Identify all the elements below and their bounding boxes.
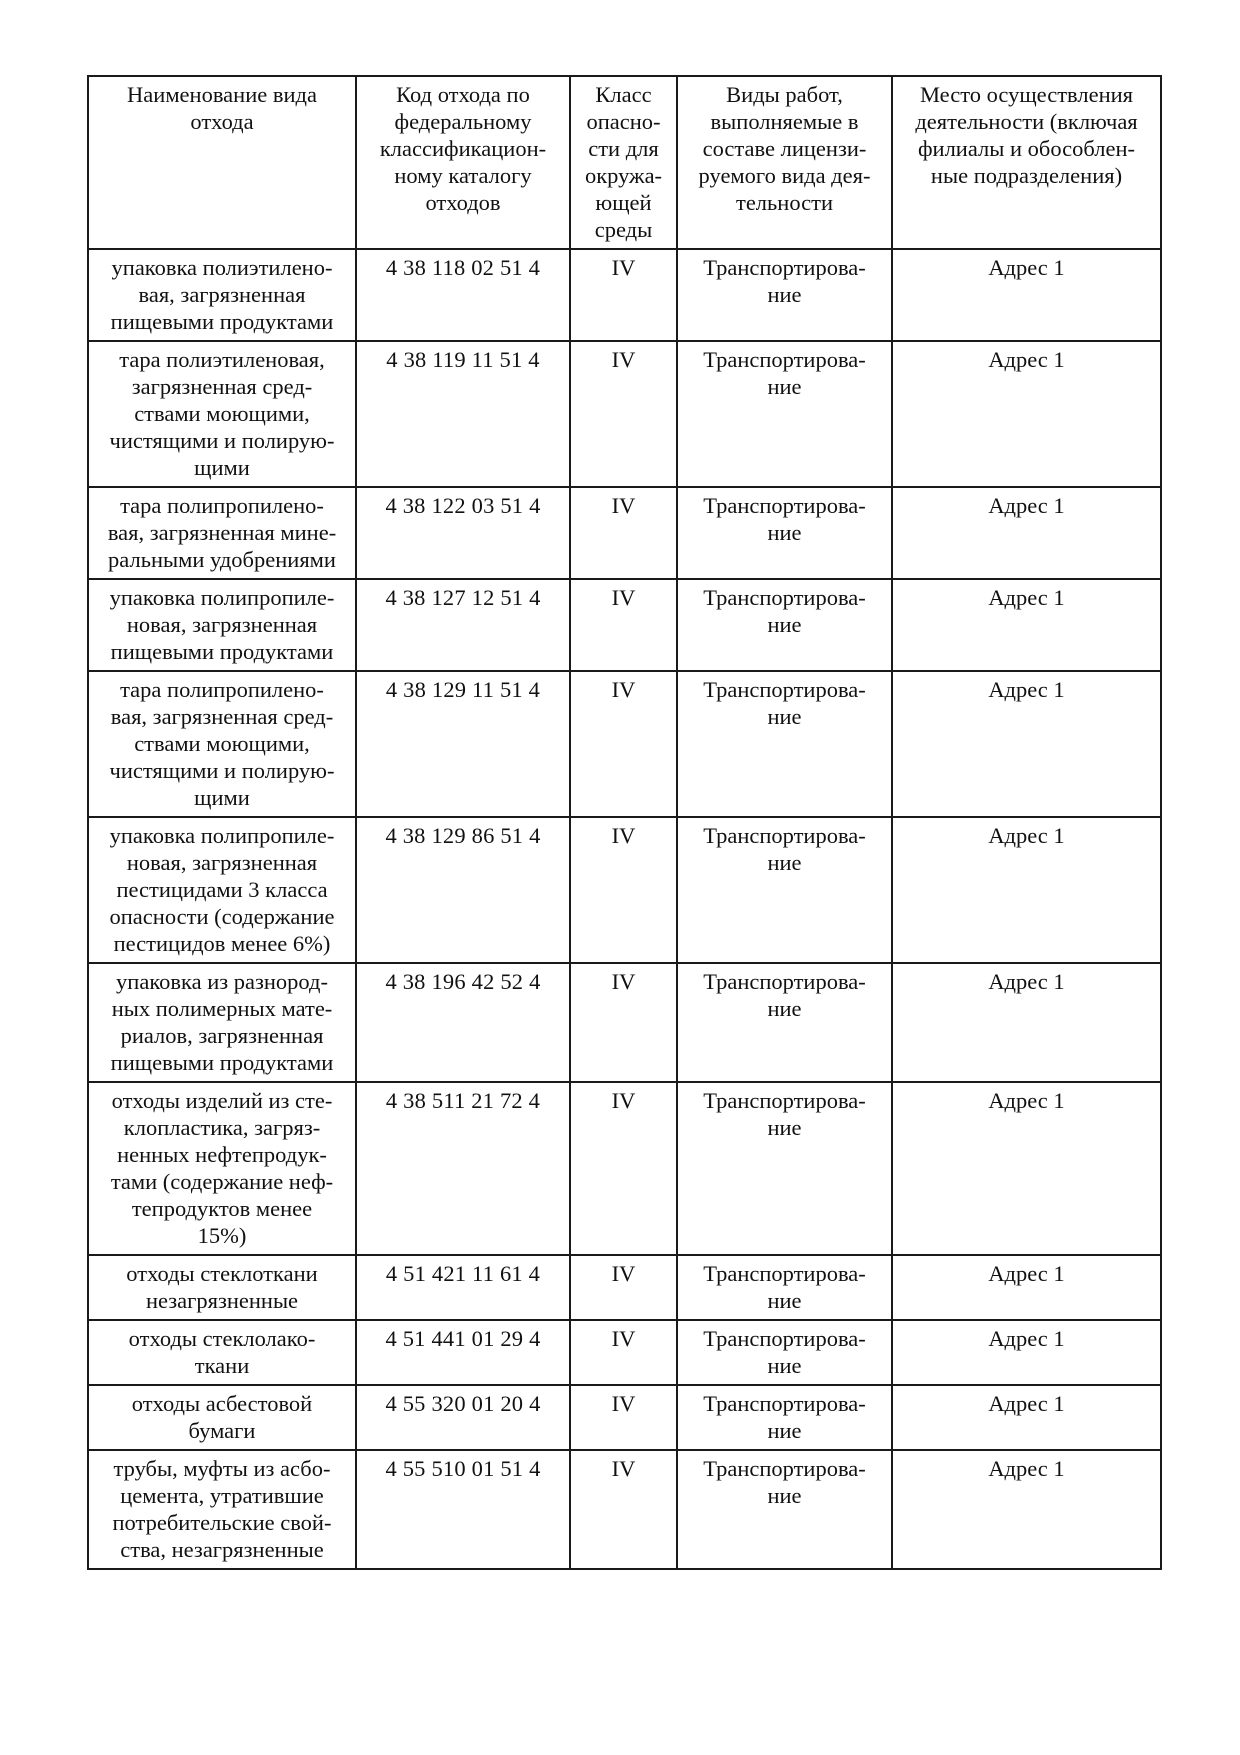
- cell-text-line: трубы, муфты из асбо-: [113, 1456, 331, 1481]
- cell-text-line: ткани: [194, 1353, 250, 1378]
- cell-text-line: чистящими и полирую-: [109, 758, 335, 783]
- table-row: [88, 1082, 1161, 1255]
- cell-text-line: Наименование вида: [127, 82, 317, 107]
- table-row: [88, 249, 1161, 341]
- cell-activity-place: Адрес 1: [892, 963, 1161, 1082]
- cell-text-line: отходов: [425, 190, 501, 215]
- cell-activity-place: Адрес 1: [892, 341, 1161, 487]
- cell-text-line: незагрязненные: [145, 1288, 299, 1313]
- document-page: [87, 75, 1160, 1570]
- cell-text-line: ные подразделения): [930, 163, 1123, 188]
- cell-text-line: новая, загрязненная: [126, 612, 318, 637]
- cell-hazard-class: IV: [570, 1450, 677, 1569]
- waste-table: [87, 75, 1162, 1570]
- cell-text-line: руемого вида дея-: [698, 163, 871, 188]
- cell-text-line: Виды работ,: [726, 82, 843, 107]
- cell-waste-name: [88, 1255, 356, 1320]
- table-row: [88, 487, 1161, 579]
- cell-text-line: составе лицензи-: [702, 136, 867, 161]
- cell-text-line: федеральному: [394, 109, 532, 134]
- cell-text-line: Класс: [595, 82, 652, 107]
- cell-activity-place: Адрес 1: [892, 1320, 1161, 1385]
- cell-text-line: пищевыми продуктами: [110, 639, 334, 664]
- header-waste-name: [88, 76, 356, 249]
- cell-text-line: Транспортирова-: [703, 347, 866, 372]
- cell-text-line: ных полимерных мате-: [111, 996, 333, 1021]
- cell-hazard-class: IV: [570, 1082, 677, 1255]
- cell-text-line: пищевыми продуктами: [110, 1050, 334, 1075]
- cell-text-line: Транспортирова-: [703, 1261, 866, 1286]
- cell-waste-code: 4 55 510 01 51 4: [356, 1450, 570, 1569]
- cell-waste-code: 4 51 441 01 29 4: [356, 1320, 570, 1385]
- cell-waste-name: [88, 817, 356, 963]
- table-header-row: [88, 76, 1161, 249]
- table-row: [88, 1320, 1161, 1385]
- cell-text-line: ствами моющими,: [134, 731, 310, 756]
- cell-hazard-class: IV: [570, 579, 677, 671]
- cell-text-line: щими: [194, 455, 250, 480]
- cell-work-type: [677, 579, 892, 671]
- cell-activity-place: Адрес 1: [892, 487, 1161, 579]
- cell-work-type: [677, 1255, 892, 1320]
- cell-work-type: [677, 817, 892, 963]
- cell-hazard-class: IV: [570, 1320, 677, 1385]
- cell-waste-code: 4 38 129 86 51 4: [356, 817, 570, 963]
- cell-waste-name: [88, 249, 356, 341]
- cell-text-line: ному каталогу: [394, 163, 532, 188]
- cell-text-line: ства, незагрязненные: [120, 1537, 324, 1562]
- cell-text-line: сти для: [588, 136, 659, 161]
- cell-text-line: ние: [767, 1483, 802, 1508]
- cell-text-line: тельности: [735, 190, 834, 215]
- cell-work-type: [677, 487, 892, 579]
- cell-hazard-class: IV: [570, 341, 677, 487]
- cell-activity-place: Адрес 1: [892, 1082, 1161, 1255]
- cell-text-line: пестицидов менее 6%): [113, 931, 331, 956]
- cell-work-type: [677, 341, 892, 487]
- table-row: [88, 1450, 1161, 1569]
- table-row: [88, 1385, 1161, 1450]
- cell-waste-code: 4 38 127 12 51 4: [356, 579, 570, 671]
- cell-text-line: упаковка полипропиле-: [109, 823, 335, 848]
- cell-waste-name: [88, 487, 356, 579]
- cell-activity-place: Адрес 1: [892, 1255, 1161, 1320]
- cell-hazard-class: IV: [570, 1255, 677, 1320]
- cell-text-line: ние: [767, 282, 802, 307]
- cell-text-line: опасности (содержание: [109, 904, 335, 929]
- cell-waste-code: 4 51 421 11 61 4: [356, 1255, 570, 1320]
- cell-text-line: тара полиэтиленовая,: [119, 347, 325, 372]
- table-row: [88, 341, 1161, 487]
- cell-text-line: отходы стеклоткани: [126, 1261, 318, 1286]
- cell-work-type: [677, 1450, 892, 1569]
- cell-text-line: упаковка из разнород-: [116, 969, 328, 994]
- cell-activity-place: Адрес 1: [892, 579, 1161, 671]
- header-hazard-class: [570, 76, 677, 249]
- cell-text-line: Место осуществления: [919, 82, 1134, 107]
- cell-hazard-class: IV: [570, 249, 677, 341]
- cell-text-line: тара полипропилено-: [120, 493, 324, 518]
- cell-text-line: Транспортирова-: [703, 677, 866, 702]
- cell-text-line: 15%): [197, 1223, 247, 1248]
- table-row: [88, 963, 1161, 1082]
- cell-text-line: отходы стеклолако-: [128, 1326, 316, 1351]
- cell-text-line: опасно-: [586, 109, 661, 134]
- cell-waste-code: 4 38 129 11 51 4: [356, 671, 570, 817]
- cell-text-line: вая, загрязненная мине-: [107, 520, 337, 545]
- cell-waste-code: 4 55 320 01 20 4: [356, 1385, 570, 1450]
- cell-waste-name: [88, 341, 356, 487]
- cell-text-line: ние: [767, 996, 802, 1021]
- cell-text-line: тепродуктов менее: [131, 1196, 313, 1221]
- cell-activity-place: Адрес 1: [892, 1385, 1161, 1450]
- cell-text-line: Транспортирова-: [703, 493, 866, 518]
- cell-text-line: ние: [767, 850, 802, 875]
- cell-text-line: выполняемые в: [710, 109, 859, 134]
- cell-text-line: ние: [767, 704, 802, 729]
- cell-waste-name: [88, 1385, 356, 1450]
- cell-text-line: ненных нефтепродук-: [117, 1142, 327, 1167]
- cell-text-line: отхода: [190, 109, 254, 134]
- cell-text-line: тара полипропилено-: [120, 677, 324, 702]
- cell-text-line: потребительские свой-: [112, 1510, 332, 1535]
- cell-text-line: ние: [767, 1353, 802, 1378]
- table-body: [88, 249, 1161, 1569]
- cell-hazard-class: IV: [570, 671, 677, 817]
- cell-text-line: Транспортирова-: [703, 585, 866, 610]
- cell-activity-place: Адрес 1: [892, 817, 1161, 963]
- cell-text-line: тами (содержание неф-: [110, 1169, 334, 1194]
- cell-work-type: [677, 249, 892, 341]
- cell-activity-place: Адрес 1: [892, 1450, 1161, 1569]
- cell-text-line: загрязненная сред-: [131, 374, 313, 399]
- cell-text-line: Транспортирова-: [703, 255, 866, 280]
- cell-waste-name: [88, 671, 356, 817]
- cell-text-line: ющей: [595, 190, 652, 215]
- cell-text-line: ние: [767, 1288, 802, 1313]
- cell-text-line: ствами моющими,: [134, 401, 310, 426]
- cell-text-line: цемента, утратившие: [120, 1483, 324, 1508]
- cell-waste-code: 4 38 511 21 72 4: [356, 1082, 570, 1255]
- cell-work-type: [677, 1082, 892, 1255]
- cell-text-line: ние: [767, 612, 802, 637]
- table-row: [88, 1255, 1161, 1320]
- header-waste-code: [356, 76, 570, 249]
- cell-text-line: Транспортирова-: [703, 1088, 866, 1113]
- table-row: [88, 817, 1161, 963]
- cell-text-line: ние: [767, 1115, 802, 1140]
- cell-waste-name: [88, 1082, 356, 1255]
- cell-work-type: [677, 1320, 892, 1385]
- cell-text-line: новая, загрязненная: [126, 850, 318, 875]
- cell-text-line: Код отхода по: [396, 82, 530, 107]
- header-work-types: [677, 76, 892, 249]
- table-row: [88, 579, 1161, 671]
- cell-waste-code: 4 38 196 42 52 4: [356, 963, 570, 1082]
- cell-text-line: чистящими и полирую-: [109, 428, 335, 453]
- cell-activity-place: Адрес 1: [892, 671, 1161, 817]
- header-activity-place: [892, 76, 1161, 249]
- cell-text-line: отходы изделий из сте-: [111, 1088, 333, 1113]
- cell-text-line: щими: [194, 785, 250, 810]
- table-row: [88, 671, 1161, 817]
- cell-hazard-class: IV: [570, 963, 677, 1082]
- cell-text-line: классификацион-: [379, 136, 547, 161]
- cell-text-line: среды: [594, 217, 653, 242]
- cell-work-type: [677, 671, 892, 817]
- cell-text-line: Транспортирова-: [703, 1326, 866, 1351]
- cell-text-line: Транспортирова-: [703, 1391, 866, 1416]
- cell-hazard-class: IV: [570, 487, 677, 579]
- cell-text-line: Транспортирова-: [703, 1456, 866, 1481]
- cell-activity-place: Адрес 1: [892, 249, 1161, 341]
- cell-work-type: [677, 1385, 892, 1450]
- cell-text-line: отходы асбестовой: [131, 1391, 313, 1416]
- cell-waste-code: 4 38 122 03 51 4: [356, 487, 570, 579]
- cell-text-line: филиалы и обособлен-: [917, 136, 1136, 161]
- cell-waste-code: 4 38 118 02 51 4: [356, 249, 570, 341]
- cell-waste-name: [88, 1450, 356, 1569]
- cell-text-line: бумаги: [188, 1418, 256, 1443]
- cell-hazard-class: IV: [570, 817, 677, 963]
- cell-text-line: ние: [767, 1418, 802, 1443]
- cell-hazard-class: IV: [570, 1385, 677, 1450]
- cell-text-line: ральными удобрениями: [108, 547, 336, 572]
- cell-waste-name: [88, 579, 356, 671]
- cell-text-line: клопластика, загряз-: [123, 1115, 321, 1140]
- cell-text-line: вая, загрязненная: [138, 282, 306, 307]
- cell-text-line: окружа-: [584, 163, 663, 188]
- cell-text-line: упаковка полипропиле-: [109, 585, 335, 610]
- cell-waste-code: 4 38 119 11 51 4: [356, 341, 570, 487]
- cell-text-line: риалов, загрязненная: [120, 1023, 324, 1048]
- cell-text-line: Транспортирова-: [703, 969, 866, 994]
- cell-text-line: упаковка полиэтилено-: [111, 255, 333, 280]
- cell-text-line: ние: [767, 520, 802, 545]
- cell-waste-name: [88, 1320, 356, 1385]
- cell-work-type: [677, 963, 892, 1082]
- cell-text-line: пищевыми продуктами: [110, 309, 334, 334]
- cell-text-line: Транспортирова-: [703, 823, 866, 848]
- cell-waste-name: [88, 963, 356, 1082]
- cell-text-line: пестицидами 3 класса: [116, 877, 328, 902]
- cell-text-line: ние: [767, 374, 802, 399]
- cell-text-line: деятельности (включая: [915, 109, 1138, 134]
- cell-text-line: вая, загрязненная сред-: [110, 704, 334, 729]
